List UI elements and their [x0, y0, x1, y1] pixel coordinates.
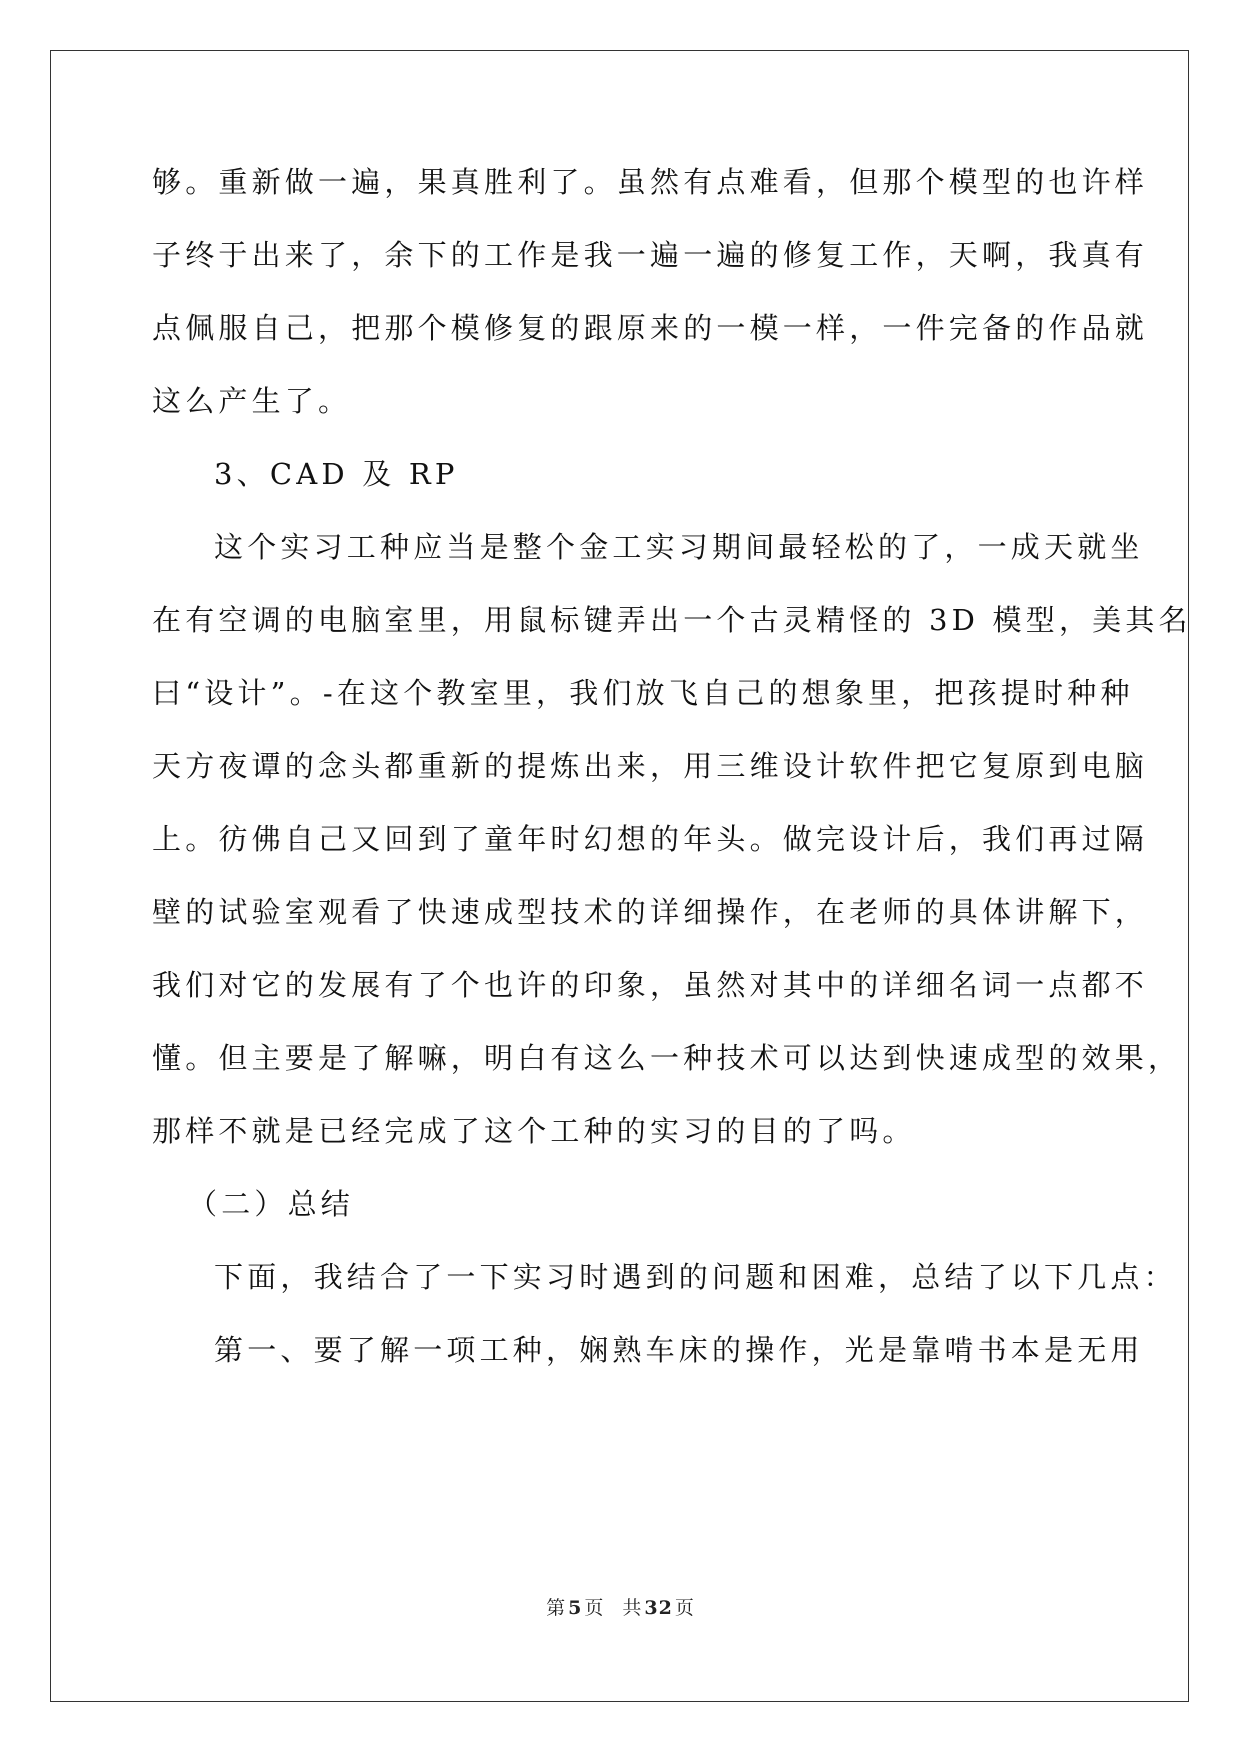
total-prefix: 共	[622, 1597, 643, 1619]
paragraph-line: 曰“设计”。-在这个教室里，我们放飞自己的想象里，把孩提时种种	[152, 676, 1134, 710]
paragraph-line: 壁的试验室观看了快速成型技术的详细操作，在老师的具体讲解下，	[152, 895, 1149, 929]
paragraph-line: 这么产生了。	[152, 384, 352, 418]
page-prefix: 第	[546, 1597, 567, 1619]
paragraph-line: 这个实习工种应当是整个金工实习期间最轻松的了，一成天就坐	[214, 530, 1144, 564]
page-number: 5	[568, 1597, 583, 1619]
paragraph-line: 懂。但主要是了解嘛，明白有这么一种技术可以达到快速成型的效果，	[152, 1041, 1182, 1075]
paragraph-line: 我们对它的发展有了个也许的印象，虽然对其中的详细名词一点都不	[152, 968, 1149, 1002]
section-heading: 3、CAD 及 RP	[214, 457, 459, 491]
paragraph-line: 在有空调的电脑室里，用鼠标键弄出一个古灵精怪的 3D 模型，美其名	[152, 603, 1192, 637]
paragraph-line: 上。彷佛自己又回到了童年时幻想的年头。做完设计后，我们再过隔	[152, 822, 1149, 856]
paragraph-line: 那样不就是已经完成了这个工种的实习的目的了吗。	[152, 1114, 916, 1148]
paragraph-line: 子终于出来了，余下的工作是我一遍一遍的修复工作，天啊，我真有	[152, 238, 1149, 272]
paragraph-line: 第一、要了解一项工种，娴熟车床的操作，光是靠啃书本是无用	[214, 1333, 1144, 1367]
paragraph-line: 点佩服自己，把那个模修复的跟原来的一模一样，一件完备的作品就	[152, 311, 1149, 345]
section-heading: （二）总结	[188, 1187, 355, 1221]
paragraph-line: 下面，我结合了一下实习时遇到的问题和困难，总结了以下几点：	[214, 1260, 1177, 1294]
total-suffix: 页	[674, 1597, 695, 1619]
page-border	[50, 50, 1189, 1702]
page-suffix: 页	[584, 1597, 605, 1619]
paragraph-line: 够。重新做一遍，果真胜利了。虽然有点难看，但那个模型的也许样	[152, 165, 1149, 199]
paragraph-line: 天方夜谭的念头都重新的提炼出来，用三维设计软件把它复原到电脑	[152, 749, 1149, 783]
total-pages: 32	[644, 1597, 673, 1619]
page-footer	[0, 1593, 1241, 1620]
